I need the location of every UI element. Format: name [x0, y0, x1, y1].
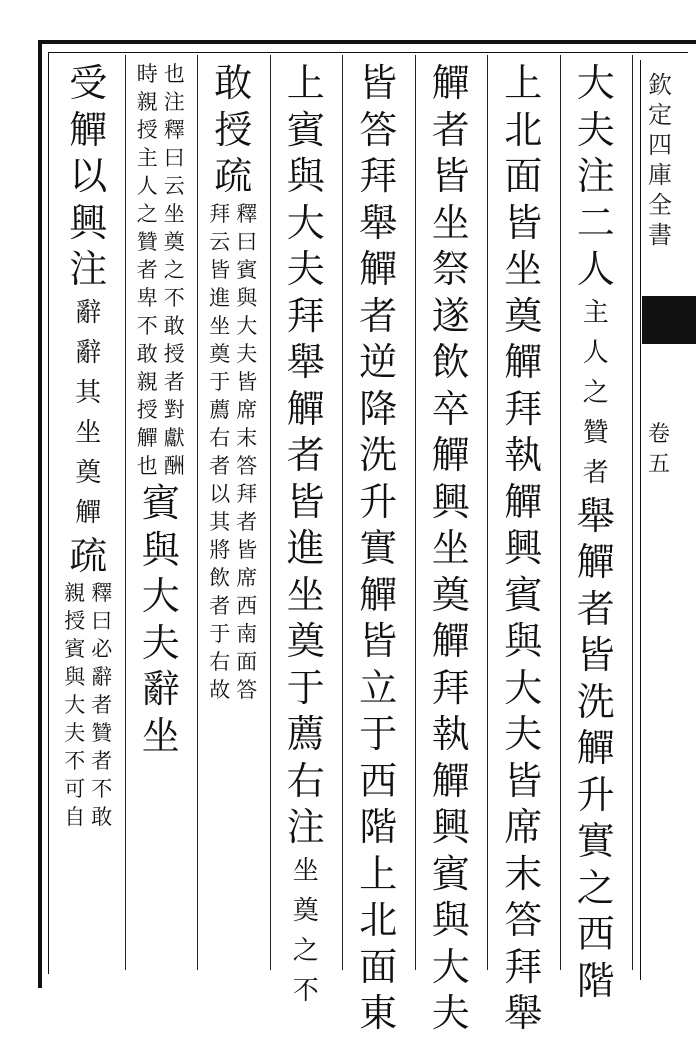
column-rule [560, 55, 561, 970]
column-rule [487, 55, 488, 970]
text-char: 坐 [75, 417, 102, 448]
text-column [421, 60, 481, 1035]
commentary-left [137, 60, 158, 480]
column-rule [197, 55, 198, 970]
text-char: 興 [431, 805, 470, 849]
column-rule [415, 55, 416, 970]
text-char: 授 [136, 118, 158, 142]
text-char: 獻 [163, 426, 185, 450]
text-char: 者 [209, 453, 231, 478]
text-char: 薦 [209, 397, 231, 422]
text-char: 以 [69, 154, 108, 198]
text-char: 敢 [91, 805, 113, 829]
text-char: 贊 [582, 417, 609, 448]
text-char: 舉 [576, 493, 615, 538]
text-char: 觶 [504, 479, 543, 524]
text-char: 大 [236, 313, 258, 338]
text-char: 坐 [163, 202, 185, 226]
text-char: 疏 [214, 154, 253, 198]
text-char: 北 [359, 898, 398, 942]
text-char: 曰 [236, 229, 258, 254]
text-char: 大 [431, 944, 470, 989]
text-char: 者 [91, 749, 113, 773]
text-char: 于 [209, 621, 231, 646]
text-char: 親 [136, 370, 158, 394]
text-char: 敢 [214, 61, 253, 105]
text-char: 末 [504, 851, 543, 896]
text-char: 答 [504, 898, 543, 942]
column-rule [270, 55, 271, 970]
text-char: 舉 [286, 340, 325, 384]
text-char: 對 [163, 398, 185, 422]
text-char: 釋 [91, 581, 113, 605]
text-char: 坐 [141, 713, 180, 758]
text-char: 坐 [504, 247, 543, 291]
text-char: 觶 [136, 426, 158, 450]
text-char: 薦 [286, 712, 325, 756]
text-char: 階 [359, 805, 398, 849]
text-char: 奠 [163, 230, 185, 254]
column-rule [632, 55, 633, 970]
text-char: 賓 [236, 257, 258, 282]
text-char: 贊 [136, 230, 158, 254]
main-text [69, 60, 107, 293]
text-char: 之 [576, 865, 615, 910]
text-char: 親 [64, 581, 86, 605]
text-char: 授 [64, 609, 86, 633]
text-char: 奠 [504, 293, 543, 338]
text-char: 答 [236, 453, 258, 478]
text-char: 故 [209, 677, 231, 702]
text-char: 授 [163, 342, 185, 366]
text-char: 賓 [504, 572, 543, 617]
text-char: 立 [359, 665, 398, 710]
text-char: 不 [292, 975, 319, 1006]
text-char: 洗 [359, 433, 398, 477]
text-char: 升 [359, 479, 398, 524]
main-text [504, 60, 542, 1037]
text-char: 舉 [359, 200, 398, 245]
text-char: 辭 [75, 337, 102, 368]
text-char: 可 [64, 777, 86, 801]
text-char: 賓 [286, 107, 325, 152]
text-char: 敢 [163, 314, 185, 338]
text-char: 者 [91, 693, 113, 717]
commentary-left [209, 200, 230, 704]
text-char: 賓 [64, 637, 86, 661]
commentary-right [164, 60, 185, 480]
text-char: 辭 [75, 297, 102, 328]
text-char: 人 [136, 174, 158, 198]
margin-title-char: 全 [648, 191, 672, 219]
text-char: 將 [209, 537, 231, 562]
text-char: 夫 [286, 247, 325, 291]
main-text [432, 60, 470, 1037]
text-char: 人 [582, 337, 609, 368]
annotation-text [75, 293, 101, 533]
text-char: 與 [141, 527, 180, 572]
text-char: 皆 [504, 200, 543, 245]
text-char: 贊 [91, 721, 113, 745]
text-char: 曰 [91, 609, 113, 633]
text-char: 南 [236, 621, 258, 646]
text-char: 云 [209, 229, 231, 254]
text-char: 執 [504, 433, 543, 477]
text-char: 夫 [236, 341, 258, 366]
text-char: 其 [75, 377, 102, 408]
text-char: 與 [236, 285, 258, 310]
text-char: 之 [136, 202, 158, 226]
text-char: 皆 [359, 619, 398, 663]
text-char: 面 [504, 154, 543, 198]
text-char: 與 [286, 154, 325, 198]
text-char: 于 [359, 712, 398, 756]
juan-label [648, 420, 670, 480]
text-char: 親 [136, 90, 158, 114]
text-char: 觶 [286, 386, 325, 431]
text-char: 拜 [209, 201, 231, 226]
main-text [577, 60, 615, 293]
text-char: 右 [286, 758, 325, 803]
column-rule [125, 55, 126, 970]
commentary-left [64, 579, 85, 831]
text-char: 疏 [69, 533, 108, 578]
text-column [566, 60, 626, 1003]
text-char: 大 [576, 61, 615, 105]
text-char: 其 [209, 509, 231, 534]
text-char: 皆 [236, 369, 258, 394]
text-char: 拜 [504, 386, 543, 431]
text-char: 大 [141, 574, 180, 618]
text-char: 注 [286, 805, 325, 849]
text-char: 觶 [431, 61, 470, 105]
text-column [276, 60, 336, 1006]
text-char: 注 [69, 247, 108, 291]
text-char: 者 [431, 107, 470, 152]
text-char: 必 [91, 637, 113, 661]
text-char: 奠 [292, 895, 319, 926]
text-char: 之 [582, 377, 609, 408]
text-char: 拜 [286, 293, 325, 338]
main-text [69, 533, 107, 580]
text-char: 大 [286, 200, 325, 245]
text-char: 升 [576, 772, 615, 817]
text-char: 于 [209, 369, 231, 394]
text-char: 不 [163, 286, 185, 310]
text-char: 皆 [286, 479, 325, 524]
text-char: 奠 [286, 619, 325, 663]
text-char: 觶 [576, 540, 615, 584]
main-text [577, 493, 615, 1005]
text-char: 者 [136, 258, 158, 282]
text-char: 觶 [431, 758, 470, 803]
text-char: 辭 [141, 667, 180, 711]
text-char: 坐 [209, 313, 231, 338]
text-char: 賓 [431, 851, 470, 896]
text-char: 觶 [75, 497, 102, 528]
text-char: 上 [359, 851, 398, 896]
text-char: 觶 [431, 433, 470, 477]
text-column [203, 60, 263, 972]
text-char: 卒 [431, 386, 470, 431]
text-char: 西 [236, 593, 258, 618]
text-char: 奠 [75, 457, 102, 488]
text-char: 皆 [576, 633, 615, 677]
juan-char: 五 [648, 452, 671, 477]
annotation-text [583, 293, 609, 493]
text-char: 坐 [431, 200, 470, 245]
text-char: 酬 [163, 454, 185, 478]
text-char: 席 [236, 565, 258, 590]
text-char: 授 [214, 107, 253, 152]
text-char: 飲 [431, 340, 470, 384]
text-char: 時 [136, 62, 158, 86]
text-char: 觶 [359, 572, 398, 617]
text-column [58, 60, 118, 972]
main-text [142, 480, 180, 759]
text-char: 北 [504, 107, 543, 152]
text-char: 以 [209, 481, 231, 506]
text-char: 與 [431, 898, 470, 942]
text-char: 東 [359, 991, 398, 1035]
text-char: 飲 [209, 565, 231, 590]
text-char: 之 [292, 935, 319, 966]
text-char: 自 [64, 805, 86, 829]
text-char: 者 [286, 433, 325, 477]
text-char: 興 [504, 526, 543, 570]
text-char: 坐 [286, 572, 325, 617]
text-char: 者 [163, 370, 185, 394]
text-char: 席 [236, 397, 258, 422]
text-char: 執 [431, 712, 470, 756]
text-char: 觶 [504, 340, 543, 384]
text-char: 面 [359, 944, 398, 989]
margin-title [648, 70, 672, 250]
text-char: 答 [236, 677, 258, 702]
text-char: 西 [576, 912, 615, 956]
text-char: 主 [136, 146, 158, 170]
juan-char: 卷 [648, 422, 671, 447]
text-char: 遂 [431, 293, 470, 338]
main-text [359, 60, 397, 1037]
text-char: 拜 [431, 665, 470, 710]
text-char: 與 [504, 619, 543, 663]
text-char: 興 [69, 200, 108, 245]
text-char: 者 [236, 509, 258, 534]
text-char: 答 [359, 107, 398, 152]
text-char: 者 [582, 457, 609, 488]
commentary-pair [209, 200, 257, 704]
text-char: 興 [431, 479, 470, 524]
text-char: 二 [576, 200, 615, 245]
text-char: 坐 [431, 526, 470, 570]
text-char: 奠 [209, 341, 231, 366]
text-char: 右 [209, 649, 231, 674]
text-char: 大 [504, 665, 543, 710]
text-char: 與 [64, 665, 86, 689]
text-char: 曰 [163, 146, 185, 170]
main-text [287, 60, 325, 851]
margin-title-char: 定 [648, 101, 672, 129]
text-char: 皆 [209, 257, 231, 282]
commentary-pair [137, 60, 185, 480]
text-char: 不 [136, 314, 158, 338]
text-char: 面 [236, 649, 258, 674]
text-char: 不 [91, 777, 113, 801]
text-char: 注 [576, 154, 615, 198]
text-char: 釋 [163, 118, 185, 142]
annotation-text [293, 851, 319, 1011]
text-char: 夫 [576, 107, 615, 152]
text-char: 進 [286, 526, 325, 570]
margin-title-char: 欽 [648, 71, 672, 99]
text-char: 夫 [504, 712, 543, 756]
text-char: 洗 [576, 679, 615, 724]
text-column [131, 60, 191, 972]
text-char: 授 [136, 398, 158, 422]
text-char: 拜 [236, 481, 258, 506]
text-char: 舉 [504, 991, 543, 1035]
text-column [348, 60, 408, 1035]
text-char: 觶 [359, 247, 398, 291]
text-char: 云 [163, 174, 185, 198]
text-char: 釋 [236, 201, 258, 226]
text-char: 皆 [236, 537, 258, 562]
text-char: 觶 [69, 107, 108, 152]
column-rule [342, 55, 343, 970]
text-char: 大 [64, 693, 86, 717]
text-char: 坐 [292, 855, 319, 886]
text-char: 席 [504, 805, 543, 849]
margin-title-char: 四 [648, 131, 672, 159]
text-char: 皆 [359, 61, 398, 105]
text-char: 受 [69, 61, 108, 105]
commentary-right [236, 200, 257, 704]
commentary-right [91, 579, 112, 831]
text-char: 夫 [64, 721, 86, 745]
text-char: 拜 [359, 154, 398, 198]
text-char: 皆 [504, 758, 543, 803]
text-char: 實 [576, 819, 615, 863]
text-char: 者 [359, 293, 398, 338]
text-char: 主 [582, 297, 609, 328]
text-char: 者 [209, 593, 231, 618]
text-char: 于 [286, 665, 325, 710]
text-char: 上 [286, 61, 325, 105]
fishtail-mark [642, 296, 696, 344]
text-char: 不 [64, 749, 86, 773]
commentary-pair [64, 579, 112, 831]
text-char: 夫 [431, 991, 470, 1035]
margin-title-char: 庫 [648, 161, 672, 189]
text-char: 進 [209, 285, 231, 310]
text-char: 者 [576, 586, 615, 631]
text-char: 卑 [136, 286, 158, 310]
text-char: 逆 [359, 340, 398, 384]
text-column [493, 60, 553, 1035]
text-char: 階 [576, 958, 615, 1003]
text-char: 降 [359, 386, 398, 431]
text-char: 奠 [431, 572, 470, 617]
text-char: 辭 [91, 665, 113, 689]
text-char: 也 [163, 62, 185, 86]
text-char: 實 [359, 526, 398, 570]
text-char: 拜 [504, 944, 543, 989]
text-char: 賓 [141, 481, 180, 525]
text-char: 敢 [136, 342, 158, 366]
text-char: 觶 [576, 726, 615, 770]
text-char: 觶 [431, 619, 470, 663]
text-char: 夫 [141, 620, 180, 665]
text-char: 之 [163, 258, 185, 282]
margin-title-char: 書 [648, 221, 672, 249]
text-char: 注 [163, 90, 185, 114]
text-char: 人 [576, 247, 615, 291]
text-char: 祭 [431, 247, 470, 291]
text-char: 末 [236, 425, 258, 450]
text-char: 右 [209, 425, 231, 450]
text-char: 也 [136, 454, 158, 478]
text-char: 西 [359, 758, 398, 803]
text-char: 皆 [431, 154, 470, 198]
main-text [214, 60, 252, 200]
text-char: 上 [504, 61, 543, 105]
